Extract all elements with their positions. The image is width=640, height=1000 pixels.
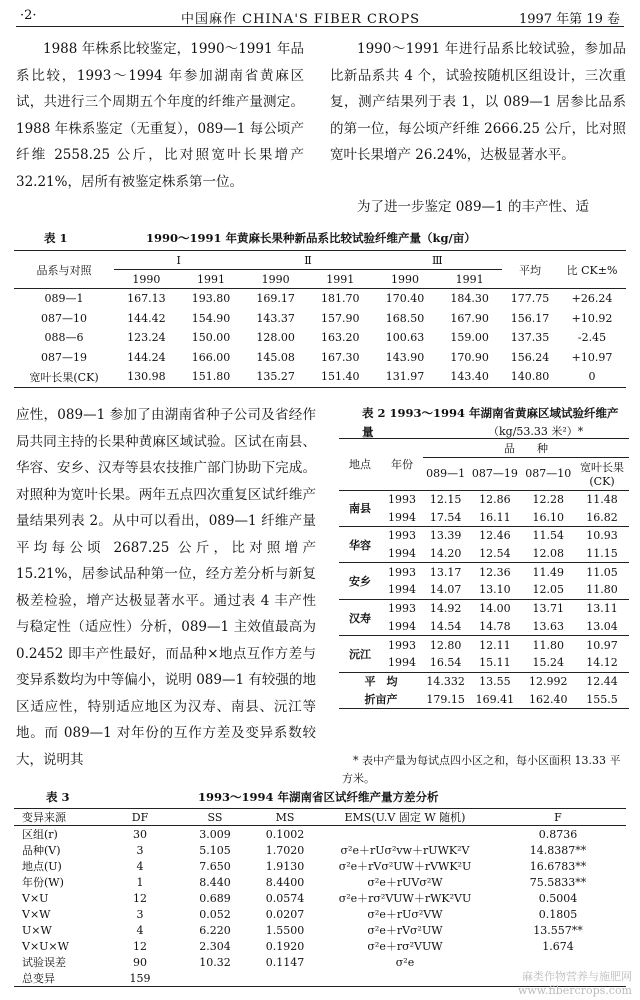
- table2-site: 汉寿: [339, 599, 381, 635]
- table3-row: [14, 842, 626, 858]
- table1-year: 1990: [243, 270, 308, 289]
- table3-cell: 总变异: [22, 972, 55, 985]
- table1-col-rep1: Ⅰ: [114, 251, 243, 270]
- table2-cell: 1993: [388, 529, 416, 543]
- table2-cell: 11.15: [575, 545, 629, 563]
- table3-cell: 0.5004: [538, 891, 578, 905]
- table1-cell: 0: [588, 370, 596, 384]
- table3-cell: V×U×W: [22, 939, 69, 953]
- table2-col-089-1: 089—1: [423, 457, 468, 490]
- table1-year: 1990: [114, 270, 179, 289]
- table2-site: 安乡: [339, 563, 381, 599]
- running-header: [16, 6, 624, 27]
- table2-cell: 平 均: [364, 675, 398, 689]
- table2-cell: 14.92: [429, 602, 462, 616]
- table3-cell: 8.4400: [265, 875, 305, 889]
- table3-cell: 0.0574: [265, 891, 305, 905]
- table1-cell: 159.00: [450, 331, 489, 345]
- table1-label: 表 1: [44, 231, 68, 245]
- table3-cell: 1.9130: [265, 859, 305, 873]
- table1-cell: 123.24: [127, 331, 166, 345]
- table2-col-ck: 宽叶长果 (CK): [575, 457, 629, 490]
- table3-cell: [320, 826, 490, 843]
- table2-cell: 16.54: [423, 654, 468, 672]
- table1-cell: 170.90: [450, 350, 489, 364]
- table2-row: [339, 581, 629, 599]
- paragraph-left-middle: 应性，089—1 参加了由湖南省种子公司及省经作局共同主持的长果种黄麻区域试验。区试在南县、华容、安乡、汉寿等县农技推广部门协助下完成。对照种为宽叶长果。两年五点四次重复区试纤维产量结果列表 2。从中可以看出，089—1 纤维产量平均每公顷 2687.25 公斤，比对照增产 15.21%，居参试品种第一位，经方差分析与新复极差检验，增产达极显著水平。通过表 4 丰产性与稳定性（适应性）分析，089—1 主效值最高为 0.2452 即丰产性最好，而品种×地点互作方差与变异系数均为中等偏小，说明 089—1 有较强的地区适应性，特别适应地区为汉寿、南县、沅江等地。而 089—1 对年份的互作方差及变异系数较大，说明其: [16, 407, 316, 768]
- table3-cell: 3.009: [199, 827, 231, 841]
- table2-cell: 1994: [381, 545, 423, 563]
- table1-row: [14, 367, 626, 387]
- table1-cell: 087—10: [41, 311, 87, 325]
- table1-cell: +26.24: [571, 292, 613, 306]
- table2-site: 华容: [339, 527, 381, 563]
- table3-cell: 1: [136, 875, 144, 889]
- table3-col-source: 变异来源: [14, 809, 100, 826]
- paragraph-right-top: 1990～1991 年进行品系比较试验，参加品比新品系共 4 个，试验按随机区组设计，三次重复，测产结果列于表 1，以 089—1 居参比品系的第一位，每公顷产纤维 2666.25 公斤，比对照宽叶长果增产 26.24%，达极显著水平。: [330, 41, 626, 163]
- table1-row: [14, 309, 626, 329]
- table1-row: [14, 328, 626, 348]
- table1-cell: +10.97: [571, 350, 613, 364]
- table2-col-087-19: 087—19: [468, 457, 521, 490]
- table2-cell: 155.5: [586, 692, 618, 706]
- table1-cell: 137.35: [510, 331, 550, 345]
- table2-cell: 11.05: [586, 565, 618, 579]
- table1-year: 1991: [179, 270, 244, 289]
- table2-cell: 13.11: [586, 602, 618, 616]
- table2-cell: 13.55: [479, 674, 511, 688]
- table1-cell: 151.80: [191, 370, 231, 384]
- table2-col-variety: 品 种: [423, 439, 629, 458]
- page-number: ·2·: [20, 8, 37, 23]
- table2-site: 沅江: [339, 636, 381, 672]
- table2-unit: （kg/53.33 米²）*: [488, 425, 584, 438]
- table2-cell: 1993: [388, 565, 416, 579]
- table3-cell: 7.650: [199, 859, 231, 873]
- table2-col-year: 年份: [381, 439, 423, 491]
- table2-cell: 12.54: [468, 545, 521, 563]
- table2-cell: 11.80: [575, 581, 629, 599]
- table1-cell: 154.90: [191, 311, 231, 325]
- paragraph-right-top-continued: 为了进一步鉴定 089—1 的丰产性、适: [357, 199, 589, 215]
- table2-cell: 14.07: [423, 581, 468, 599]
- table1-col-variety: 品系与对照: [14, 251, 114, 289]
- table1-cell: 144.42: [127, 311, 166, 325]
- table1-cell: -2.45: [577, 331, 607, 345]
- table1-year: 1991: [308, 270, 373, 289]
- table3-cell: 90: [133, 955, 147, 969]
- table3: [14, 808, 626, 987]
- table3-cell: σ²e＋rUσ²VW: [367, 908, 443, 921]
- table1-col-mean: 平均: [502, 251, 558, 289]
- table1-cell: 184.30: [450, 292, 489, 306]
- table2-cell: 1993: [388, 493, 416, 507]
- table1-cell: 167.13: [127, 292, 166, 306]
- table2-cell: 179.15: [426, 692, 465, 706]
- issue-label: 1997 年第 19 卷: [518, 12, 620, 27]
- table2-row: [339, 545, 629, 563]
- table3-cell: 品种(V): [22, 844, 61, 857]
- table2-cell: 169.41: [475, 692, 515, 706]
- table2-cell: 11.48: [586, 493, 618, 507]
- table3-cell: σ²e＋rUσ²vw＋rUWK²V: [340, 844, 470, 857]
- table3-cell: 0.1147: [265, 955, 305, 969]
- table2-cell: 16.82: [575, 508, 629, 526]
- table1-cell: 169.17: [256, 292, 295, 306]
- table1-cell: 145.08: [256, 350, 295, 364]
- table3-cell: 0.1002: [265, 827, 305, 841]
- table1-cell: +10.92: [571, 311, 613, 325]
- table3-cell: σ²e＋rVσ²UW＋rVWK²U: [338, 860, 472, 873]
- table1-cell: 143.90: [385, 350, 425, 364]
- table3-row: [14, 890, 626, 906]
- table3-row: [14, 906, 626, 922]
- table1-cell: 168.50: [385, 311, 425, 325]
- table2-cell: 14.54: [423, 618, 468, 636]
- table3-cell: 1.5500: [265, 923, 305, 937]
- table3-cell: 1.7020: [265, 843, 305, 857]
- table3-cell: 0.689: [199, 891, 231, 905]
- table3-col-ss: SS: [180, 809, 250, 826]
- table2-cell: 10.93: [586, 529, 618, 543]
- table2-avg-row: [339, 672, 629, 690]
- journal-name: 中国麻作 CHINA'S FIBER CROPS: [181, 12, 421, 27]
- table2-cell: 15.24: [522, 654, 575, 672]
- table2-cell: 11.80: [532, 638, 565, 652]
- table2-cell: 1994: [381, 618, 423, 636]
- table3-cell: 年份(W): [22, 876, 64, 889]
- table3-cell: 30: [133, 827, 147, 841]
- table2-cell: 14.00: [479, 602, 511, 616]
- table3-col-f: F: [490, 809, 626, 826]
- table3-cell: 1.674: [542, 939, 574, 953]
- table3-cell: 5.105: [199, 843, 231, 857]
- table2-cell: 1994: [381, 508, 423, 526]
- table2-cell: 11.49: [532, 565, 565, 579]
- table3-cell: 6.220: [199, 923, 231, 937]
- table2-cell: 11.54: [532, 529, 565, 543]
- table2-site: 南县: [339, 490, 381, 526]
- table3-cell: 区组(r): [22, 828, 58, 841]
- table3-cell: V×W: [22, 907, 51, 921]
- table1-row: [14, 348, 626, 368]
- table2-cell: 折亩产: [364, 693, 398, 707]
- table3-row: [14, 858, 626, 874]
- table2-cell: 12.08: [522, 545, 575, 563]
- table1-cell: 156.24: [510, 350, 550, 364]
- table2-cell: 12.992: [529, 674, 568, 688]
- watermark-line1: 麻类作物营养与施肥网: [522, 970, 632, 983]
- table2-cell: 1994: [381, 581, 423, 599]
- table2-cell: 14.12: [575, 654, 629, 672]
- table3-row: [14, 954, 626, 970]
- table2-col-087-10: 087—10: [522, 457, 575, 490]
- table3-cell: 0.0207: [265, 907, 305, 921]
- table2-cell: 17.54: [423, 508, 468, 526]
- table3-cell: U×W: [22, 923, 52, 937]
- table1-col-vs-ck: 比 CK±%: [558, 251, 626, 289]
- table3-cell: [490, 954, 626, 970]
- table2-cell: 13.39: [429, 529, 462, 543]
- table1-cell: 135.27: [256, 370, 295, 384]
- table2-cell: 12.11: [479, 638, 511, 652]
- table1-cell: 143.40: [450, 370, 489, 384]
- table1-cell: 140.80: [510, 370, 550, 384]
- table1-cell: 131.97: [385, 370, 425, 384]
- table2-row: [339, 508, 629, 526]
- table2-cell: 162.40: [529, 692, 568, 706]
- table3-col-ms: MS: [250, 809, 320, 826]
- table2: [339, 438, 629, 709]
- table2-cell: 13.71: [532, 602, 565, 616]
- table1-title: 1990～1991 年黄麻长果种新品系比较试验纤维产量（kg/亩）: [146, 231, 476, 245]
- table3-row: [14, 938, 626, 954]
- table1-cell: 163.20: [321, 331, 360, 345]
- table1-cell: 181.70: [321, 292, 360, 306]
- table2-cell: 15.11: [468, 654, 521, 672]
- table2-cell: 13.17: [429, 565, 462, 579]
- table2-cell: 12.05: [522, 581, 575, 599]
- table1-year: 1990: [373, 270, 438, 289]
- table3-cell: 3: [136, 843, 144, 857]
- table3-cell: σ²e＋rUVσ²W: [367, 876, 443, 889]
- table1-cell: 128.00: [256, 331, 295, 345]
- table2-note: * 表中产量为每试点四小区之和，每小区面积 13.33 平方米。: [342, 754, 621, 785]
- table2-cell: 13.63: [522, 618, 575, 636]
- table1-cell: 177.75: [510, 292, 550, 306]
- table3-cell: 0.052: [199, 907, 231, 921]
- table3-cell: 0.8736: [538, 827, 578, 841]
- table3-cell: 12: [133, 939, 147, 953]
- table2-cell: 12.46: [479, 529, 511, 543]
- table2-row: [339, 636, 629, 654]
- watermark-line2: www.fibercrops.com: [517, 984, 632, 997]
- table2-cell: 13.04: [575, 618, 629, 636]
- table3-cell: 16.6783**: [529, 859, 587, 873]
- table3-cell: 试验误差: [22, 956, 66, 969]
- table3-cell: 13.557**: [533, 923, 583, 937]
- table3-cell: 地点(U): [22, 860, 62, 873]
- table1-cell: 088—6: [44, 331, 84, 345]
- table2-cell: 10.97: [586, 638, 618, 652]
- table2-cell: 13.10: [468, 581, 521, 599]
- table1-cell: 143.37: [256, 311, 295, 325]
- table3-cell: σ²e: [395, 955, 415, 969]
- table2-row: [339, 490, 629, 508]
- table3-cell: 4: [136, 859, 144, 873]
- table2-cell: 12.80: [429, 638, 462, 652]
- table1-cell: 130.98: [127, 370, 166, 384]
- table2-cell: 14.20: [423, 545, 468, 563]
- table2-cell: 12.36: [479, 565, 511, 579]
- table2-cell: 12.44: [586, 674, 618, 688]
- table1-cell: 150.00: [191, 331, 231, 345]
- table1-cell: 157.90: [321, 311, 360, 325]
- table1-cell: 170.40: [385, 292, 425, 306]
- table1-cell: 151.40: [321, 370, 360, 384]
- table3-cell: 14.8387**: [529, 843, 587, 857]
- table1-cell: 193.80: [191, 292, 231, 306]
- table3-cell: 2.304: [199, 939, 231, 953]
- table3-cell: 0.1920: [265, 939, 305, 953]
- table1-cell: 156.17: [510, 311, 550, 325]
- table3-cell: 3: [136, 907, 144, 921]
- paragraph-left-top: 1988 年株系比较鉴定，1990～1991 年品系比较，1993～1994 年参加湖南省黄麻区试，共进行三个周期五个年度的纤维产量测定。1988 年株系鉴定（无重复），089—1 每公顷产纤维 2558.25 公斤，比对照宽叶长果增产 32.21%，居所有被鉴定株系第一位。: [16, 41, 304, 190]
- table1-cell: 144.24: [127, 350, 166, 364]
- table3-cell: 159: [129, 971, 151, 985]
- table2-mu-row: [339, 690, 629, 708]
- table3-row: [14, 826, 626, 843]
- table1-row: [14, 289, 626, 309]
- table1-cell: 167.30: [321, 350, 360, 364]
- table2-cell: 1994: [381, 654, 423, 672]
- table3-col-ems: EMS(U.V 固定 W 随机): [320, 809, 490, 826]
- table3-cell: 10.32: [199, 955, 231, 969]
- table2-row: [339, 618, 629, 636]
- table1-cell: 100.63: [385, 331, 425, 345]
- table2-row: [339, 599, 629, 617]
- table1-cell: 167.90: [450, 311, 489, 325]
- table1-year: 1991: [437, 270, 502, 289]
- table3-cell: 0.1805: [538, 907, 578, 921]
- table2-cell: 14.78: [468, 618, 521, 636]
- table2-label: 表 2: [362, 406, 386, 420]
- table3-cell: [320, 970, 490, 987]
- table1-col-rep3: Ⅲ: [373, 251, 502, 270]
- table3-cell: σ²e＋rσ²VUW: [367, 940, 443, 953]
- table3-cell: σ²e＋rVσ²UW: [367, 924, 443, 937]
- table2-cell: 12.86: [479, 493, 511, 507]
- table1: [14, 250, 626, 388]
- table2-row: [339, 527, 629, 545]
- table1-cell: 宽叶长果(CK): [29, 370, 99, 384]
- table3-cell: 75.5833**: [529, 875, 587, 889]
- table3-cell: 8.440: [199, 875, 231, 889]
- table1-cell: 166.00: [191, 350, 231, 364]
- table2-cell: 12.15: [429, 493, 462, 507]
- table1-cell: 089—1: [44, 292, 84, 306]
- table2-cell: 1993: [388, 638, 416, 652]
- table2-cell: 12.28: [532, 493, 565, 507]
- table3-row: [14, 874, 626, 890]
- table3-cell: V×U: [22, 891, 49, 905]
- table2-title: 1993～1994 年湖南省黄麻区域试验纤维产量: [362, 406, 619, 439]
- table3-row: [14, 922, 626, 938]
- table3-cell: 12: [133, 891, 147, 905]
- table3-cell: [250, 970, 320, 987]
- table2-cell: 1993: [388, 602, 416, 616]
- table3-title: 1993～1994 年湖南省区试纤维产量方差分析: [198, 790, 439, 804]
- table2-cell: 16.11: [468, 508, 521, 526]
- table2-row: [339, 563, 629, 581]
- table2-cell: 16.10: [522, 508, 575, 526]
- table3-col-df: DF: [100, 809, 180, 826]
- table2-cell: 14.332: [426, 674, 465, 688]
- table1-cell: 087—19: [41, 350, 87, 364]
- table1-col-rep2: Ⅱ: [243, 251, 372, 270]
- table3-label: 表 3: [46, 790, 70, 804]
- table2-row: [339, 654, 629, 672]
- table3-cell: 4: [136, 923, 144, 937]
- table2-col-site: 地点: [339, 439, 381, 491]
- table3-cell: [180, 970, 250, 987]
- table3-cell: σ²e＋rσ²VUW＋rWK²VU: [338, 892, 472, 905]
- site-watermark: [518, 970, 632, 998]
